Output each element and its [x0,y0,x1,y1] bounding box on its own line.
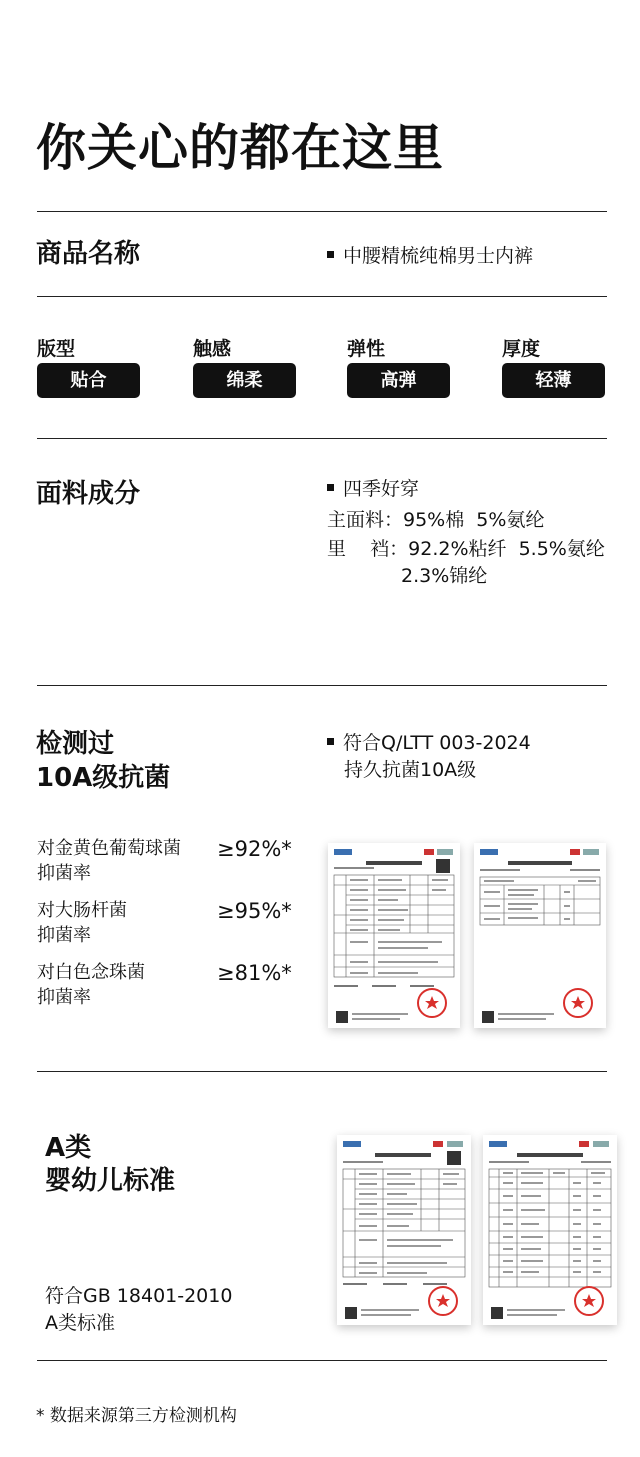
rate-name: 对金黄色葡萄球菌 [37,838,181,859]
infant-title-1: A类 [45,1133,92,1163]
infant-standard: 符合GB 18401-2010 [45,1285,233,1307]
antibacterial-standard-2: 持久抗菌10A级 [344,759,477,781]
rate-name-sub: 抑菌率 [37,987,91,1008]
fabric-lining: 里 裆：92.2%粘纤 5.5%氨纶 [327,538,605,560]
divider [37,296,607,297]
product-name: 中腰精梳纯棉男士内裤 [343,245,534,267]
rate-name-sub: 抑菌率 [37,925,91,946]
rate-value: ≥81%* [217,961,292,985]
fabric-season: 四季好穿 [343,478,420,500]
infant-title-2: 婴幼儿标准 [45,1166,176,1196]
antibacterial-standard-row [327,729,531,757]
fabric-label: 面料成分 [36,479,141,509]
bullet-icon [327,484,334,491]
infant-test-report-image [337,1135,471,1325]
attr-value-touch: 绵柔 [193,363,296,398]
page-title: 你关心的都在这里 [36,119,444,177]
test-report-image [328,843,460,1028]
product-name-row [327,242,533,270]
antibacterial-title-1: 检测过 [36,729,115,759]
divider [37,211,607,212]
attr-label-thickness: 厚度 [502,338,541,360]
attr-value-fit: 贴合 [37,363,140,398]
bullet-icon [327,738,334,745]
rate-value: ≥92%* [217,837,292,861]
fabric-main: 主面料：95%棉 5%氨纶 [327,509,545,531]
divider [37,685,607,686]
divider [37,1360,607,1361]
product-label: 商品名称 [36,239,141,269]
fabric-lining-cont: 2.3%锦纶 [401,565,488,587]
attr-label-fit: 版型 [37,338,76,360]
infant-standard-2: A类标准 [45,1312,115,1334]
test-report-attachment-image [474,843,606,1028]
footnote: * 数据来源第三方检测机构 [36,1406,237,1426]
fabric-season-row [327,475,419,503]
rate-name: 对大肠杆菌 [37,900,127,921]
infant-test-report-attachment-image [483,1135,617,1325]
attr-value-elasticity: 高弹 [347,363,450,398]
attr-label-touch: 触感 [193,338,232,360]
rate-name-sub: 抑菌率 [37,863,91,884]
attr-label-elasticity: 弹性 [347,338,386,360]
rate-value: ≥95%* [217,899,292,923]
antibacterial-title-2: 10A级抗菌 [36,763,171,793]
attr-value-thickness: 轻薄 [502,363,605,398]
divider [37,438,607,439]
rate-name: 对白色念珠菌 [37,962,145,983]
divider [37,1071,607,1072]
antibacterial-standard: 符合Q/LTT 003-2024 [343,732,531,754]
bullet-icon [327,251,334,258]
